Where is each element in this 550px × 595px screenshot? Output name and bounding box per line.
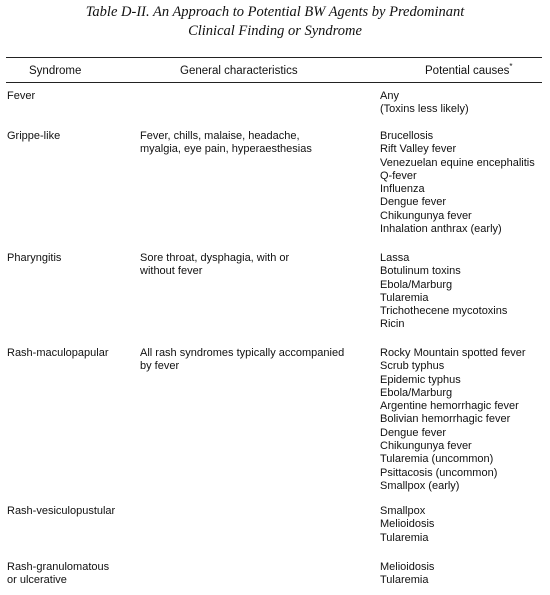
header-potential-causes [425, 62, 513, 77]
causes-line: Rocky Mountain spotted fever [380, 347, 526, 359]
causes-line: Q-fever [380, 169, 417, 182]
row-1-syndrome-cell [7, 90, 35, 103]
row-2-causes-cell [380, 130, 535, 236]
causes-line: Tularemia [380, 574, 429, 587]
causes-line: Chikungunya fever [380, 209, 472, 222]
causes-line: Ricin [380, 318, 405, 331]
row-4-causes-cell [380, 347, 526, 493]
causes-line: Ebola/Marburg [380, 386, 453, 399]
row-5-syndrome-cell [7, 505, 115, 518]
causes-line: Dengue fever [380, 426, 447, 439]
row-6-syndrome-cell [7, 561, 109, 588]
syndrome-line: Grippe-like [7, 130, 61, 142]
caption-line-2: Clinical Finding or Syndrome [188, 23, 362, 39]
causes-line: Argentine hemorrhagic fever [380, 400, 519, 413]
row-2-general-cell [140, 130, 312, 157]
syndrome-line: Rash-granulomatous [7, 561, 110, 573]
causes-line: Psittacosis (uncommon) [380, 466, 498, 479]
row-4-syndrome-cell [7, 347, 109, 360]
causes-line: (Toxins less likely) [380, 103, 469, 116]
row-5-causes-cell [380, 505, 434, 545]
causes-line: Tularemia (uncommon) [380, 453, 494, 466]
causes-line: Dengue fever [380, 196, 447, 209]
general-line: All rash syndromes typically accompanied [140, 347, 345, 359]
causes-line: Any [380, 90, 399, 102]
syndrome-line: Pharyngitis [7, 252, 62, 264]
caption-line-1: Table D-II. An Approach to Potential BW Agents by Predominant [85, 4, 465, 20]
causes-line: Bolivian hemorrhagic fever [380, 413, 511, 426]
row-6-causes-cell [380, 561, 434, 588]
row-3-general-cell [140, 252, 289, 279]
row-3-syndrome-cell [7, 252, 61, 265]
row-1-causes-cell [380, 90, 469, 117]
top-rule [6, 57, 542, 58]
causes-line: Tularemia [380, 531, 429, 544]
header-rule [6, 82, 542, 83]
causes-line: Brucellosis [380, 130, 434, 142]
row-3-causes-cell [380, 252, 507, 332]
causes-line: Smallpox (early) [380, 479, 460, 492]
general-line: by fever [140, 360, 180, 373]
syndrome-line: or ulcerative [7, 574, 67, 587]
general-line: Sore throat, dysphagia, with or [140, 252, 290, 264]
header-general-characteristics: General characteristics [180, 65, 298, 77]
causes-line: Chikungunya fever [380, 440, 472, 453]
causes-line: Botulinum toxins [380, 265, 461, 278]
causes-line: Ebola/Marburg [380, 278, 453, 291]
row-2-syndrome-cell [7, 130, 60, 143]
causes-line: Inhalation anthrax (early) [380, 223, 502, 236]
causes-line: Scrub typhus [380, 360, 445, 373]
causes-line: Epidemic typhus [380, 373, 461, 386]
causes-line: Smallpox [380, 505, 426, 517]
header-syndrome: Syndrome [29, 65, 82, 77]
causes-line: Trichothecene mycotoxins [380, 305, 508, 318]
general-line: myalgia, eye pain, hyperaesthesias [140, 143, 312, 156]
footnote-mark: * [509, 62, 513, 72]
syndrome-line: Rash-maculopapular [7, 347, 109, 359]
causes-line: Melioidosis [380, 518, 435, 531]
table-caption [0, 3, 550, 41]
general-line: without fever [140, 265, 203, 278]
causes-line: Influenza [380, 183, 425, 196]
header-potential-causes-label: Potential causes [425, 65, 510, 77]
causes-line: Tularemia [380, 291, 429, 304]
syndrome-line: Rash-vesiculopustular [7, 505, 116, 517]
causes-line: Rift Valley fever [380, 143, 457, 156]
general-line: Fever, chills, malaise, headache, [140, 130, 300, 142]
row-4-general-cell [140, 347, 344, 374]
causes-line: Venezuelan equine encephalitis [380, 156, 535, 169]
syndrome-line: Fever [7, 90, 36, 102]
causes-line: Lassa [380, 252, 410, 264]
causes-line: Melioidosis [380, 561, 435, 573]
